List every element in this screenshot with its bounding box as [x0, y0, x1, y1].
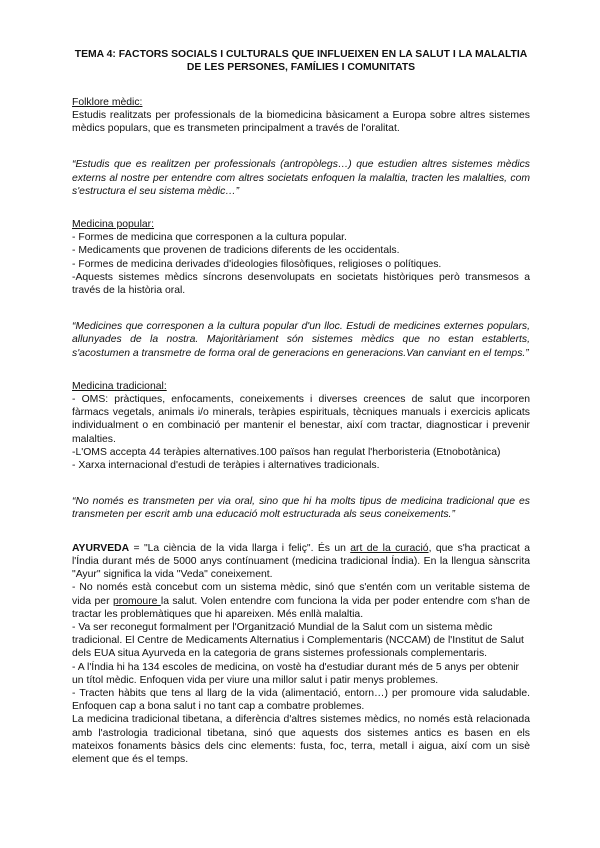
ayurveda-intro-link: art de la curació — [350, 542, 429, 554]
traditional-item: -L'OMS accepta 44 teràpies alternatives.100 països han regulat l'herboristeria (Etnobotànica) — [72, 446, 501, 458]
traditional-item: - OMS: pràctiques, enfocaments, coneixements i diverses creences de salut que incorporen fàrmacs vegetals, animals i/o minerals, teràpies espirituals, tècniques manuals i exercicis aplicats individualment o en combinació per mantenir el benestar, així com tractar, diagnosticar i prevenir malalties. — [72, 394, 530, 445]
ayurveda-label: AYURVEDA — [72, 542, 130, 554]
ayurveda-sep: = — [129, 542, 144, 554]
ayurveda-p2-a: - No només està concebut com un sistema mèdic, sinó que s'entén com un veritable sistema de vida per — [72, 582, 530, 607]
popular-quote: “Medicines que corresponen a la cultura popular d'un lloc. Estudi de medicines externes populars, allunyades de la nostra. Majoritàriament són sistemes mèdics que no estan establerts, s'acostumen a transmetre de forma oral de generacions en generacions.Van canviant en el temps.” — [72, 321, 530, 359]
ayurveda-paragraph: - Tracten hàbits que tens al llarg de la vida (alimentació, entorn…) per promoure vida saludable. Enfoquen cap a bona salut i no tant cap a combatre problemes. — [72, 687, 530, 713]
folklore-text: Estudis realitzats per professionals de la biomedicina bàsicament a Europa sobre altres sistemes mèdics populars, que es transmeten principalment a través de l'oralitat. — [72, 110, 530, 135]
ayurveda-paragraph: - A l'Índia hi ha 134 escoles de medicina, on vostè ha d'estudiar durant més de 5 anys per obtenir un títol mèdic. Enfoquen vida per viure una millor salut i patir menys problemes. — [72, 661, 519, 686]
popular-item: - Formes de medicina que corresponen a la cultura popular. — [72, 232, 347, 244]
folklore-heading: Folklore mèdic: — [72, 96, 143, 108]
ayurveda-intro — [72, 542, 530, 582]
ayurveda-paragraph: - Va ser reconegut formalment per l'Organització Mundial de la Salut com un sistema mèdic tradicional. El Centre de Medicaments Alternatius i Complementaris (NCCAM) de l'Institut de Salut dels EUA situa Ayurveda en la categoria de grans sistemes professionals complementaris. — [72, 621, 524, 660]
ayurveda-paragraph — [72, 581, 530, 621]
ayurveda-intro-a: "La ciència de la vida llarga i feliç". És un — [143, 542, 351, 554]
popular-item: - Formes de medicina derivades d'ideologies filosòfiques, religioses o polítiques. — [72, 258, 442, 270]
folklore-quote: “Estudis que es realitzen per professionals (antropòlegs…) que estudien altres sistemes mèdics externs al nostre per entendre com altres societats enfoquen la malaltia, tracten les malalties, com s'estructura el seu sistema mèdic…” — [72, 159, 530, 197]
traditional-quote: “No només es transmeten per via oral, sino que hi ha molts tipus de medicina tradicional que es transmeten per escrit amb una educació molt estructurada als seus coneixements.” — [72, 496, 530, 521]
folklore-section — [72, 96, 530, 198]
traditional-item: - Xarxa internacional d'estudi de teràpies i alternatives tradicionals. — [72, 460, 380, 472]
page-title: TEMA 4: FACTORS SOCIALS I CULTURALS QUE INFLUEIXEN EN LA SALUT I LA MALALTIA DE LES PERSONES, FAMÍLIES I COMUNITATS — [74, 49, 528, 74]
ayurveda-p2-link: promoure — [112, 595, 161, 607]
popular-item: - Medicaments que provenen de tradicions diferents de les occidentals. — [72, 245, 400, 257]
ayurveda-intro-b: , que s'ha practicat a l'Índia durant més de 5000 anys contínuament (medicina tradicional Índia). En la llengua sànscrita "Ayur" significa la vida "Veda" coneixement. — [72, 542, 530, 581]
popular-heading: Medicina popular: — [72, 219, 155, 231]
traditional-section — [72, 380, 530, 522]
document-page — [72, 48, 530, 766]
ayurveda-paragraph: La medicina tradicional tibetana, a diferència d'altres sistemes mèdics, no només està relacionada amb l'astrologia tradicional tibetana, sinó que aquests dos sistemes antics es basen en els mateixos fonaments bàsics dels cinc elements: fusta, foc, terra, metall i aigua, així com un sisè element que és el temps. — [72, 714, 530, 765]
ayurveda-section — [72, 542, 530, 766]
traditional-heading: Medicina tradicional: — [72, 380, 167, 392]
popular-item: -Aquests sistemes mèdics síncrons desenvolupats en societats històriques però transmesos a través de la història oral. — [72, 271, 530, 297]
popular-section — [72, 218, 530, 360]
ayurveda-p2-b: la salut. Volen entendre com funciona la vida per poder entendre com s'han de tractar les problemàtiques que hi apareixen. Més enllà malaltia. — [72, 595, 530, 620]
